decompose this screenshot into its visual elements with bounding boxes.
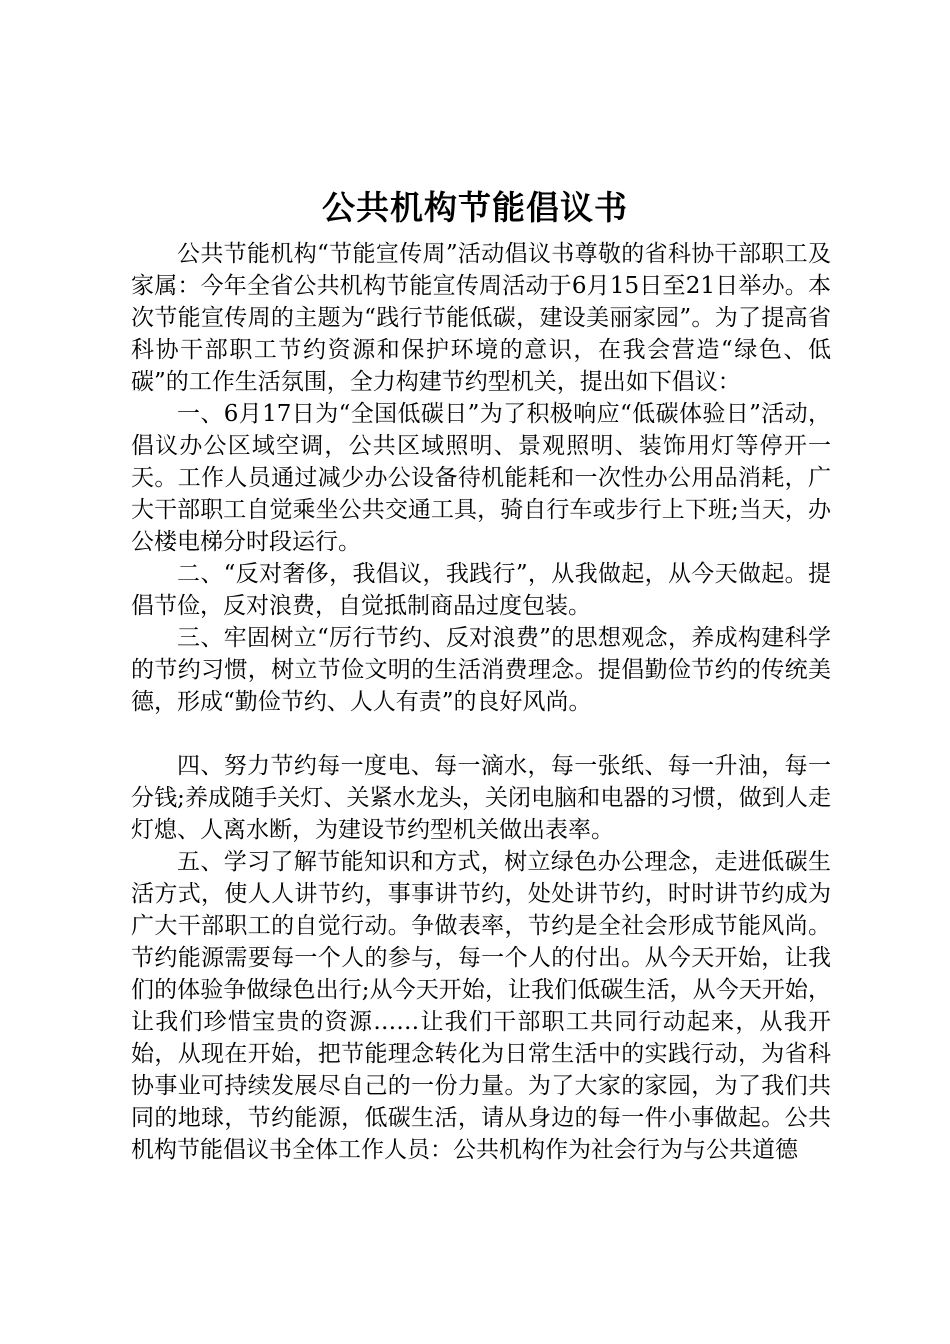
paragraph-item-1: 一、6月17日为“全国低碳日”为了积极响应“低碳体验日”活动，倡议办公区域空调，公共区域照明、景观照明、装饰用灯等停开一天。工作人员通过减少办公设备待机能耗和一次性办公用品消耗，广大干部职工自觉乘坐公共交通工具，骑自行车或步行上下班;当天，办公楼电梯分时段运行。 (131, 401, 831, 555)
paragraph-item-3: 三、牢固树立“厉行节约、反对浪费”的思想观念，养成构建科学的节约习惯，树立节俭文明的生活消费理念。提倡勤俭节约的传统美德，形成“勤俭节约、人人有责”的良好风尚。 (131, 625, 831, 715)
paragraph-item-2: 二、“反对奢侈，我倡议，我践行”，从我做起，从今天做起。提倡节俭，反对浪费，自觉抵制商品过度包装。 (131, 561, 831, 619)
document-title: 公共机构节能倡议书 (322, 188, 628, 227)
document-body (131, 238, 831, 1166)
paragraph-item-4: 四、努力节约每一度电、每一滴水，每一张纸、每一升油，每一分钱;养成随手关灯、关紧水龙头，关闭电脑和电器的习惯，做到人走灯熄、人离水断，为建设节约型机关做出表率。 (131, 753, 831, 843)
paragraph-item-5: 五、学习了解节能知识和方式，树立绿色办公理念，走进低碳生活方式，使人人讲节约，事事讲节约，处处讲节约，时时讲节约成为广大干部职工的自觉行动。争做表率，节约是全社会形成节能风尚。节约能源需要每一个人的参与，每一个人的付出。从今天开始，让我们的体验争做绿色出行;从今天开始，让我们低碳生活，从今天开始，让我们珍惜宝贵的资源……让我们干部职工共同行动起来，从我开始，从现在开始，把节能理念转化为日常生活中的实践行动，为省科协事业可持续发展尽自己的一份力量。为了大家的家园，为了我们共同的地球，节约能源，低碳生活，请从身边的每一件小事做起。公共机构节能倡议书全体工作人员：公共机构作为社会行为与公共道德 (131, 849, 831, 1163)
paragraph-intro: 公共节能机构“节能宣传周”活动倡议书尊敬的省科协干部职工及家属：今年全省公共机构节能宣传周活动于6月15日至21日举办。本次节能宣传周的主题为“践行节能低碳，建设美丽家园”。为了提高省科协干部职工节约资源和保护环境的意识，在我会营造“绿色、低碳”的工作生活氛围，全力构建节约型机关，提出如下倡议： (131, 241, 831, 395)
